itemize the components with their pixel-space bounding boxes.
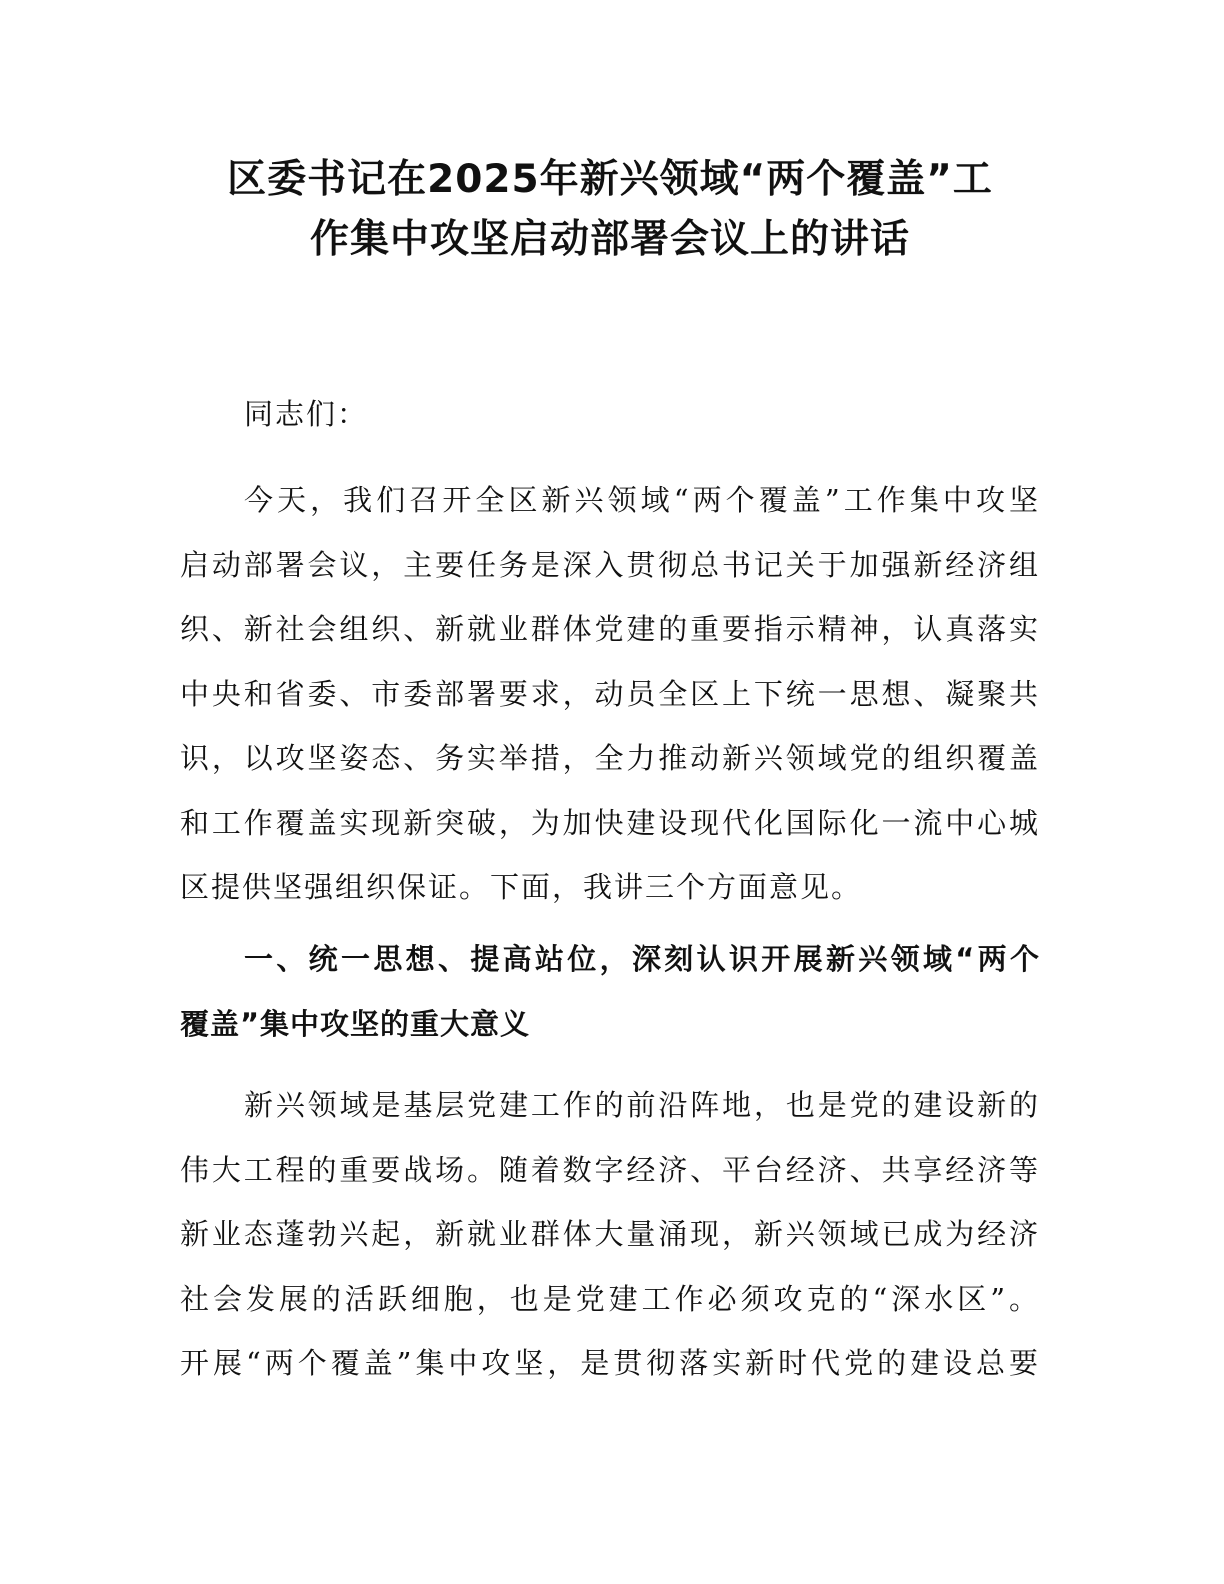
document-title [180,150,1040,270]
intro-line-4: 中央和省委、市委部署要求，动员全区上下统一思想、凝聚共 [180,676,1040,711]
intro-line-3: 织、新社会组织、新就业群体党建的重要指示精神，认真落实 [180,612,1040,646]
title-line-2: 作集中攻坚启动部署会议上的讲话 [309,217,910,262]
section-1-line-5: 开展“两个覆盖”集中攻坚，是贯彻落实新时代党的建设总要 [180,1346,1040,1380]
intro-line-7: 区提供坚强组织保证。下面，我讲三个方面意见。 [180,870,863,904]
title-line-1: 区委书记在2025年新兴领域“两个覆盖”工 [227,157,993,202]
section-1-paragraph [180,1081,1040,1404]
section-1-heading [180,935,1040,1064]
intro-line-1: 今天，我们召开全区新兴领域“两个覆盖”工作集中攻坚 [244,483,1040,517]
section-1-line-2: 伟大工程的重要战场。随着数字经济、平台经济、共享经济等 [180,1152,1040,1187]
salutation: 同志们： [244,397,369,431]
section-1-heading-line-2: 覆盖”集中攻坚的重大意义 [180,1006,531,1041]
section-1-line-4: 社会发展的活跃细胞，也是党建工作必须攻克的“深水区”。 [180,1281,1040,1316]
intro-line-2: 启动部署会议，主要任务是深入贯彻总书记关于加强新经济组 [180,547,1040,582]
intro-line-5: 识，以攻坚姿态、务实举措，全力推动新兴领域党的组织覆盖 [180,741,1040,775]
section-1-line-3: 新业态蓬勃兴起，新就业群体大量涌现，新兴领域已成为经济 [180,1217,1040,1251]
section-1-line-1: 新兴领域是基层党建工作的前沿阵地，也是党的建设新的 [244,1088,1040,1122]
intro-line-6: 和工作覆盖实现新突破，为加快建设现代化国际化一流中心城 [180,805,1040,840]
section-1-heading-line-1: 一、统一思想、提高站位，深刻认识开展新兴领域“两个 [244,942,1040,976]
intro-paragraph [180,476,1040,928]
